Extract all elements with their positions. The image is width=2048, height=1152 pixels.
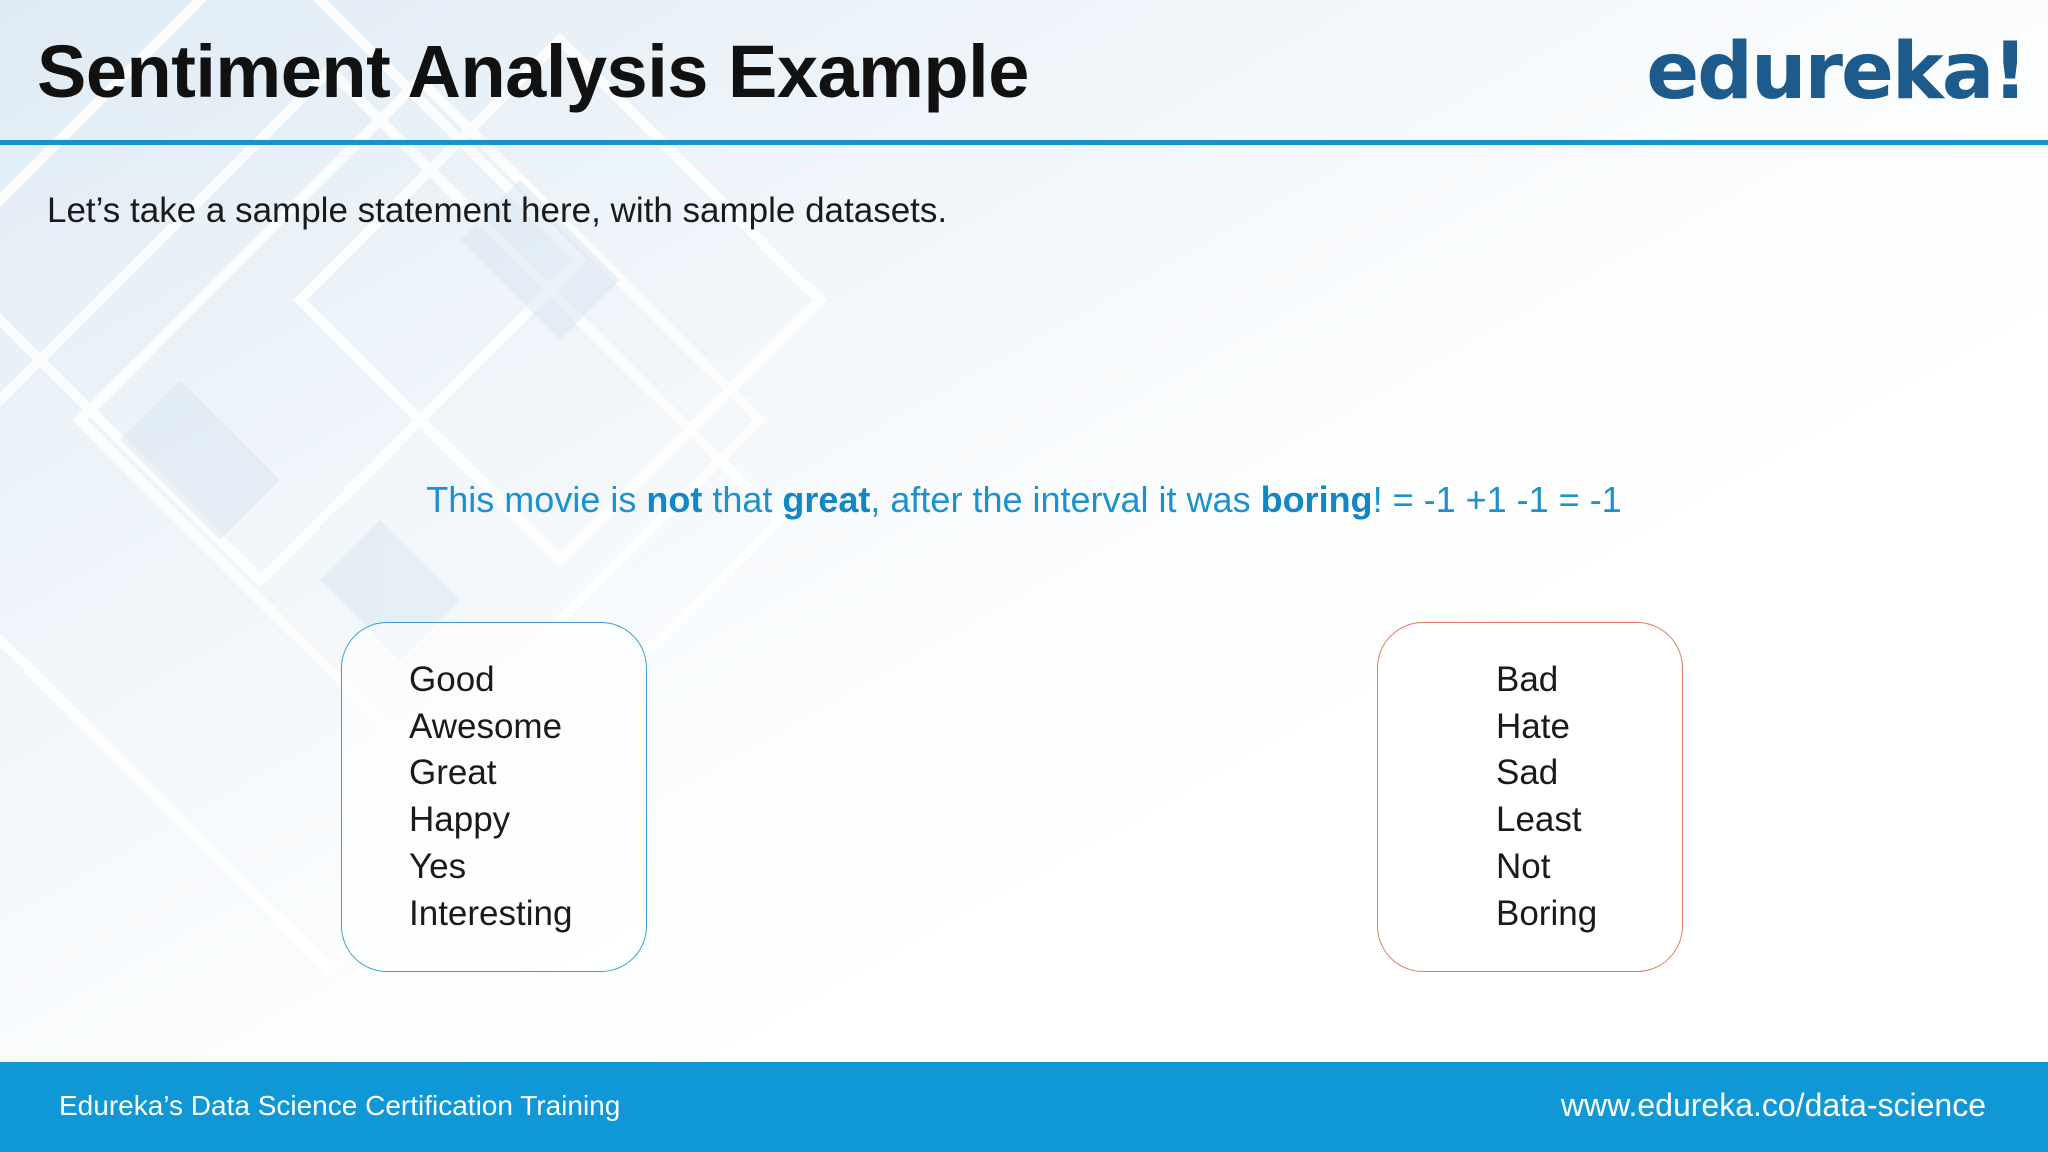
sample-statement [0,475,2048,525]
statement-keyword-boring: boring [1260,479,1373,520]
positive-word: Yes [409,846,467,886]
statement-segment: , after the interval it was [870,479,1261,520]
course-url: www.edureka.co/data-science [1560,1087,1986,1123]
positive-words-box [341,622,647,972]
slide-title: Sentiment Analysis Example [37,30,1029,113]
negative-word: Not [1496,846,1551,886]
positive-word: Good [409,660,495,699]
statement-segment: that [702,479,783,520]
header-divider [0,140,2048,145]
negative-word: Least [1496,800,1582,840]
negative-words-box [1377,622,1683,972]
statement-score: ! = -1 +1 -1 = -1 [1372,479,1622,520]
positive-words-list [409,657,572,937]
negative-word: Bad [1496,660,1559,699]
positive-word: Happy [409,800,511,840]
slide-footer [0,1062,2048,1152]
intro-text: Let’s take a sample statement here, with sample datasets. [47,191,948,230]
statement-keyword-great: great [782,479,871,520]
negative-word: Sad [1496,753,1559,793]
negative-word: Boring [1496,893,1598,933]
slide-header [0,0,2048,146]
negative-word: Hate [1496,706,1570,746]
course-name: Edureka’s Data Science Certification Training [59,1090,621,1121]
positive-word: Interesting [409,893,573,933]
positive-word: Great [409,753,497,793]
positive-word: Awesome [409,706,563,746]
negative-words-list [1496,657,1597,937]
edureka-logo: edureka! [1646,27,2026,117]
statement-keyword-not: not [646,479,703,520]
statement-segment: This movie is [426,479,647,520]
